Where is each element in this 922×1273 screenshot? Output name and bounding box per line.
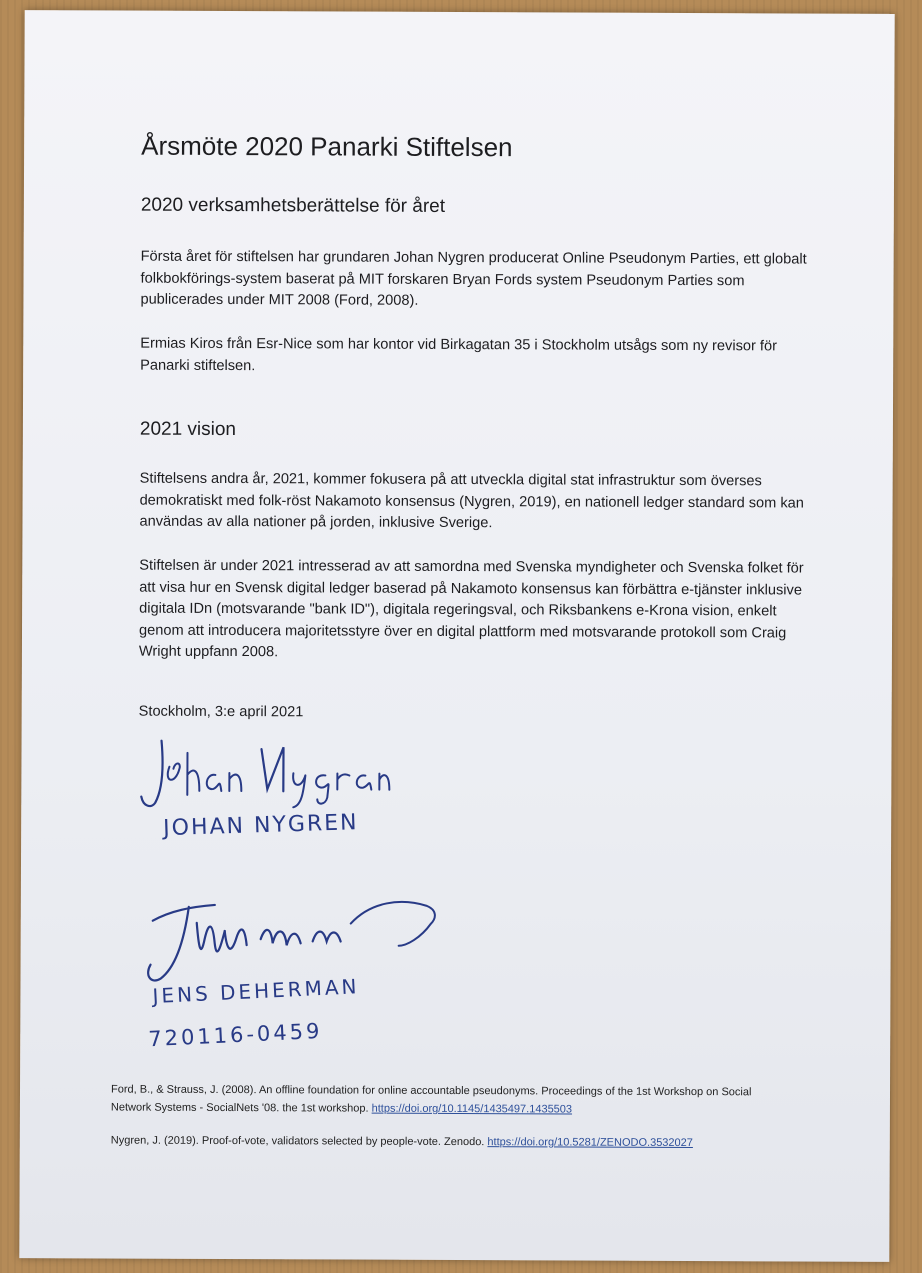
paragraph-2021-coordination: Stiftelsen är under 2021 intresserad av att samordna med Svenska myndigheter och Svenska folket för att visa hur en Svensk digital ledger baserad på Nakamoto konsensus kan förbättra e-tjänster inklusive digitala IDn (motsvarande "bank ID"), digitala regeringsval, och Riksbankens e-Krona vision, enkelt genom att introducera majoritetsstyre över en digital plattform med motsvarande protokoll som Craig Wright uppfann 2008.	[138, 557, 804, 661]
printed-name-signer2: JENS DEHERMAN	[151, 974, 360, 1009]
reference-ford-link[interactable]: https://doi.org/10.1145/1435497.1435503	[371, 1102, 573, 1116]
reference-ford	[111, 1080, 771, 1119]
printed-name-signer1: JOHAN NYGREN	[162, 810, 359, 842]
document-body	[138, 11, 812, 721]
reference-nygren-text: Nygren, J. (2019). Proof-of-vote, validators selected by people-vote. Zenodo.	[110, 1134, 485, 1149]
place-date: Stockholm, 3:e april 2021	[138, 703, 304, 721]
id-number-signer2: 720116-0459	[147, 1018, 323, 1052]
section-heading-2021-vision: 2021 vision	[139, 418, 237, 441]
paragraph-2020-founder: Första året för stiftelsen har grundaren Johan Nygren producerat Online Pseudonym Parties, ett globalt folkbokförings-system baserat på MIT forskaren Bryan Fords system Pseudonym Parties som publicerades under MIT 2008 (Ford, 2008).	[140, 248, 807, 309]
reference-nygren	[111, 1131, 771, 1152]
paragraph-2021-focus: Stiftelsens andra år, 2021, kommer fokusera på att utveckla digital stat infrastruktur som överses demokratiskt med folk-röst Nakamoto konsensus (Nygren, 2019), en nationell ledger standard som kan användas av alla nationer på jorden, inklusive Sverige.	[139, 470, 804, 532]
reference-nygren-link[interactable]: https://doi.org/10.5281/ZENODO.3532027	[487, 1136, 693, 1150]
paper-sheet	[19, 10, 894, 1262]
section-heading-2020-report: 2020 verksamhetsberättelse för året	[140, 194, 446, 217]
document-title: Årsmöte 2020 Panarki Stiftelsen	[141, 130, 513, 163]
reference-ford-text: Ford, B., & Strauss, J. (2008). An offline foundation for online accountable pseudonyms. Proceedings of the 1st Workshop on Social Network Systems - SocialNets '08. the 1st workshop.	[110, 1083, 752, 1115]
signature-jens-deherman	[130, 887, 440, 988]
signature-johan-nygren	[133, 733, 393, 814]
paragraph-2020-auditor: Ermias Kiros från Esr-Nice som har kontor vid Birkagatan 35 i Stockholm utsågs som ny revisor för Panarki stiftelsen.	[140, 335, 777, 374]
